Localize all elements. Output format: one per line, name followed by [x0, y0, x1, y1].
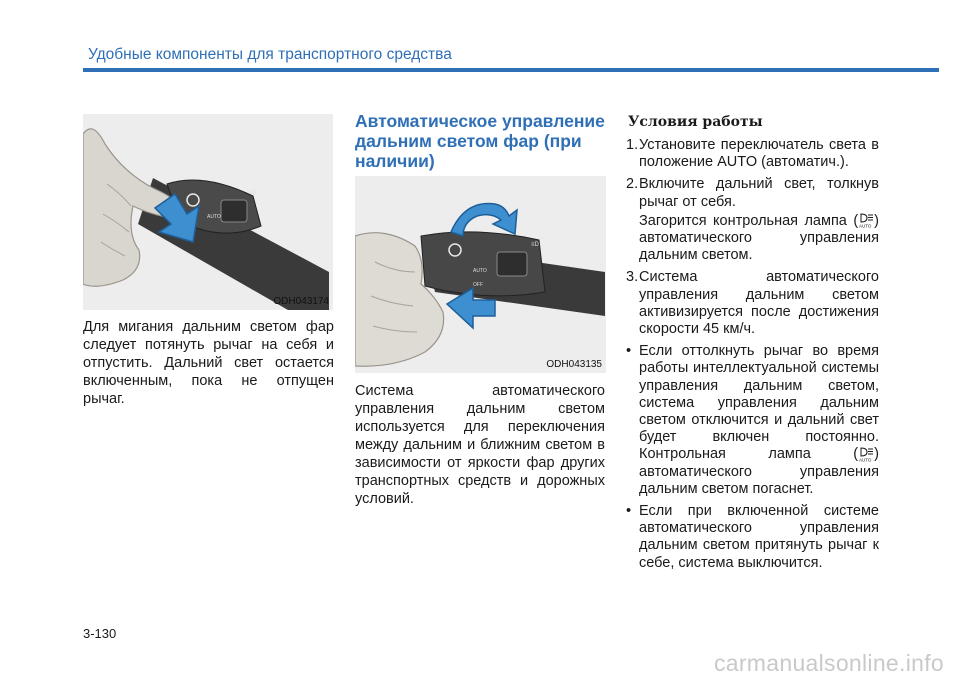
header-rule-thin	[481, 69, 939, 71]
lamp-icon-label: AUTO	[859, 457, 872, 463]
auto-high-beam-lamp-icon	[858, 213, 874, 228]
watermark: carmanualsonline.info	[713, 650, 944, 676]
list-marker: 2.	[626, 176, 639, 193]
figure-code-left: ODH043174	[273, 296, 329, 307]
figure-auto-high-beam	[355, 176, 606, 373]
auto-switch-ring	[497, 252, 527, 276]
middle-paragraph: Система автоматического управления дальним светом используется для переключения между дальним и ближним светом в зависимости от яркости фар других транспортных средств и дорожных условий.	[355, 383, 605, 507]
figure-code-middle: ODH043135	[546, 359, 602, 370]
auto-high-beam-lamp-icon	[858, 447, 874, 462]
svg-text:≡D: ≡D	[249, 190, 257, 196]
list-item	[626, 176, 879, 264]
lever-push-illustration	[355, 176, 606, 373]
lever-pull-illustration	[83, 114, 333, 310]
list-subtext	[639, 213, 879, 265]
figure-flash-high-beam	[83, 114, 333, 310]
left-paragraph: Для мигания дальним светом фар следует потянуть рычаг на себя и отпустить. Дальний свет остается включенным, пока не отпущен рычаг.	[83, 319, 334, 407]
header-section-title: Удобные компоненты для транспортного средства	[88, 46, 452, 63]
svg-text:AUTO: AUTO	[207, 214, 221, 220]
list-marker: •	[626, 503, 632, 520]
list-marker: 3.	[626, 269, 639, 286]
conditions-heading: Условия работы	[628, 114, 763, 130]
svg-text:OFF: OFF	[473, 282, 483, 288]
list-item	[626, 269, 879, 338]
list-item	[626, 137, 879, 171]
subtext-before: Загорится контрольная лампа (	[639, 212, 859, 229]
list-text: Установите переключатель света в положение AUTO (автоматич.).	[639, 137, 879, 171]
list-text: Включите дальний свет, толкнув рычаг от себя.	[639, 176, 879, 210]
list-marker: 1.	[626, 137, 639, 153]
rotate-arrow-icon	[451, 204, 517, 236]
header-rule-thick	[83, 68, 475, 72]
list-marker: •	[626, 343, 632, 360]
svg-text:≡D: ≡D	[531, 242, 539, 248]
header-rule	[83, 68, 939, 72]
page-number: 3-130	[83, 626, 117, 641]
list-text: Система автоматического управления дальним светом активизируется после достижения скорости 45 км/ч.	[639, 269, 879, 338]
list-item	[626, 503, 879, 572]
list-text-before: Если оттолкнуть рычаг во время работы интеллектуальной системы управления дальним светом, система управления дальним светом отключится и дальний свет будет включен постоянно. Контрольная лампа (	[639, 343, 879, 463]
conditions-list	[626, 137, 879, 577]
auto-switch-ring	[221, 200, 247, 222]
list-item	[626, 343, 879, 498]
list-text: Если при включенной системе автоматического управления дальним светом притянуть рычаг к себе, система выключится.	[639, 503, 879, 571]
list-text-after: ) автоматического управления дальним светом погаснет.	[639, 446, 879, 497]
subtext-after: ) автоматического управления дальним светом.	[639, 212, 879, 264]
lamp-icon-label: AUTO	[859, 223, 872, 229]
svg-text:AUTO: AUTO	[473, 268, 487, 274]
section-heading: Автоматическое управление дальним светом фар (при наличии)	[355, 111, 605, 171]
